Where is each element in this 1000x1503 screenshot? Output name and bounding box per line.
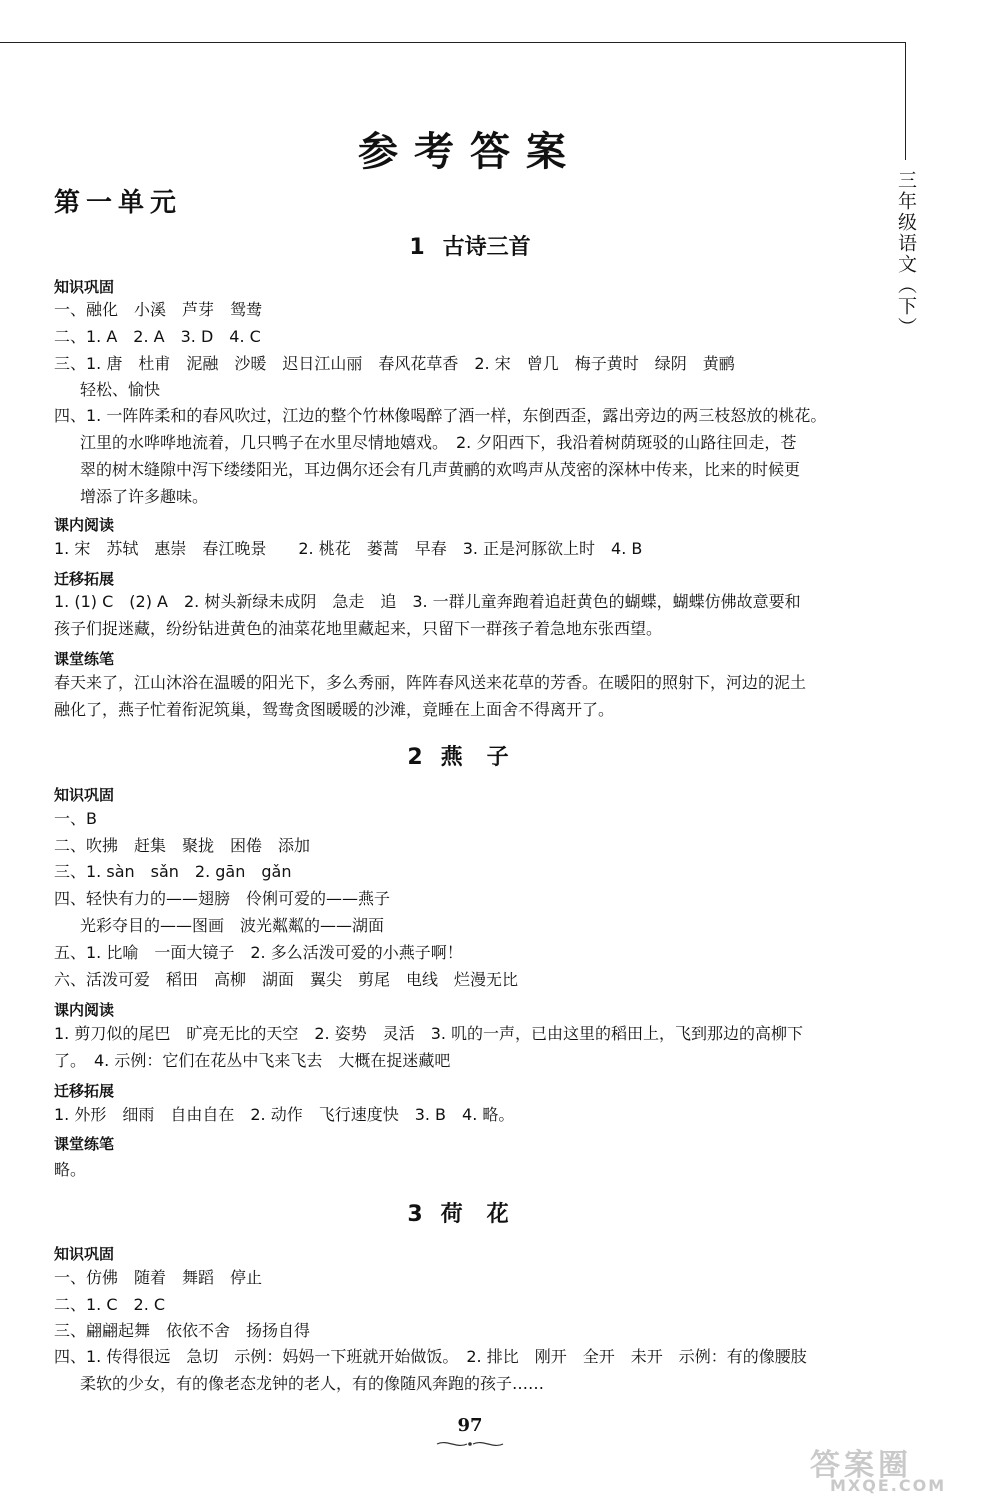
answer-line: 春天来了，江山沐浴在温暖的阳光下，多么秀丽，阵阵春风送来花草的芳香。在暖阳的照射下，河边的泥土 xyxy=(54,673,807,692)
section-heading: 迁移拓展 xyxy=(54,570,115,588)
lesson-title-3 xyxy=(0,1197,940,1228)
answer-line: 二、吹拂 赶集 聚拢 困倦 添加 xyxy=(54,836,311,855)
answer-line: 翠的树木缝隙中泻下缕缕阳光，耳边偶尔还会有几声黄鹂的欢鸣声从茂密的深林中传来，比来的时候更 xyxy=(80,460,801,479)
page-number: 97 xyxy=(457,1415,483,1436)
answer-line: 四、1. 传得很远 急切 示例：妈妈一下班就开始做饭。 2. 排比 刚开 全开 未开 示例：有的像腰肢 xyxy=(54,1347,807,1366)
lesson-number: 2 xyxy=(407,745,423,770)
answer-line: 四、1. 一阵阵柔和的春风吹过，江边的整个竹林像喝醉了酒一样，东倒西歪，露出旁边的两三枝怒放的桃花。 xyxy=(54,406,827,425)
section-heading: 课内阅读 xyxy=(54,1001,115,1019)
answer-line: 增添了许多趣味。 xyxy=(80,487,209,506)
answer-line: 一、融化 小溪 芦芽 鸳鸯 xyxy=(54,300,263,319)
lesson-number: 1 xyxy=(409,235,425,260)
answer-line: 五、1. 比喻 一面大镜子 2. 多么活泼可爱的小燕子啊！ xyxy=(54,943,463,962)
answer-line: 柔软的少女，有的像老态龙钟的老人，有的像随风奔跑的孩子…… xyxy=(80,1374,545,1393)
answer-line: 江里的水哗哗地流着，几只鸭子在水里尽情地嬉戏。 2. 夕阳西下，我沿着树荫斑驳的山路往回走，苍 xyxy=(80,433,797,452)
answer-line: 1. (1) C (2) A 2. 树头新绿未成阴 急走 追 3. 一群儿童奔跑着追赶黄色的蝴蝶，蝴蝶仿佛故意要和 xyxy=(54,592,801,611)
lesson-number: 3 xyxy=(407,1202,423,1227)
watermark-bottom: MXQE.COM xyxy=(830,1476,947,1495)
lesson-name: 古诗三首 xyxy=(442,235,531,260)
lesson-title-2 xyxy=(0,740,940,771)
ornament-flourish-icon xyxy=(435,1439,505,1449)
answer-line: 三、翩翩起舞 依依不舍 扬扬自得 xyxy=(54,1321,311,1340)
answer-line: 融化了，燕子忙着衔泥筑巢，鸳鸯贪图暖暖的沙滩，竟睡在上面舍不得离开了。 xyxy=(54,700,615,719)
watermark-top: 答案圈 xyxy=(810,1448,912,1483)
lesson-name: 燕子 xyxy=(440,745,533,770)
section-heading: 迁移拓展 xyxy=(54,1082,115,1100)
answer-line: 轻松、愉快 xyxy=(80,380,161,399)
lesson-title-1 xyxy=(0,230,940,261)
answer-line: 孩子们捉迷藏，纷纷钻进黄色的油菜花地里藏起来，只留下一群孩子着急地东张西望。 xyxy=(54,619,663,638)
answer-line: 1. 宋 苏轼 惠崇 春江晚景 2. 桃花 蒌蒿 早春 3. 正是河豚欲上时 4. B xyxy=(54,539,643,558)
grade-subject-label: 三年级语文（下） xyxy=(895,170,917,338)
answer-line: 三、1. sàn sǎn 2. gān gǎn xyxy=(54,862,292,881)
section-heading: 课堂练笔 xyxy=(54,650,115,668)
answer-line: 了。 4. 示例：它们在花丛中飞来飞去 大概在捉迷藏吧 xyxy=(54,1051,451,1070)
answer-line: 四、轻快有力的——翅膀 伶俐可爱的——燕子 xyxy=(54,889,391,908)
section-heading: 知识巩固 xyxy=(54,1245,115,1263)
unit-title: 第一单元 xyxy=(54,188,183,218)
page-ornament xyxy=(0,1438,940,1452)
answer-line: 1. 剪刀似的尾巴 旷亮无比的天空 2. 姿势 灵活 3. 叽的一声，已由这里的稻田上，飞到那边的高柳下 xyxy=(54,1024,804,1043)
section-heading: 知识巩固 xyxy=(54,278,115,296)
answer-line: 一、仿佛 随着 舞蹈 停止 xyxy=(54,1268,263,1287)
answer-line: 略。 xyxy=(54,1160,87,1179)
lesson-name: 荷花 xyxy=(440,1202,533,1227)
answer-line: 一、B xyxy=(54,809,97,828)
answer-line: 二、1. A 2. A 3. D 4. C xyxy=(54,327,261,346)
page-title: 参考答案 xyxy=(358,129,582,175)
answer-line: 二、1. C 2. C xyxy=(54,1295,166,1314)
section-heading: 课内阅读 xyxy=(54,516,115,534)
watermark-logo xyxy=(800,1440,990,1498)
header-rule xyxy=(0,42,906,43)
section-heading: 课堂练笔 xyxy=(54,1135,115,1153)
section-heading: 知识巩固 xyxy=(54,786,115,804)
answer-line: 六、活泼可爱 稻田 高柳 湖面 翼尖 剪尾 电线 烂漫无比 xyxy=(54,970,519,989)
answer-line: 光彩夺目的——图画 波光粼粼的——湖面 xyxy=(80,916,385,935)
answer-line: 三、1. 唐 杜甫 泥融 沙暖 迟日江山丽 春风花草香 2. 宋 曾几 梅子黄时 绿阴 黄鹂 xyxy=(54,354,735,373)
answer-line: 1. 外形 细雨 自由自在 2. 动作 飞行速度快 3. B 4. 略。 xyxy=(54,1105,515,1124)
